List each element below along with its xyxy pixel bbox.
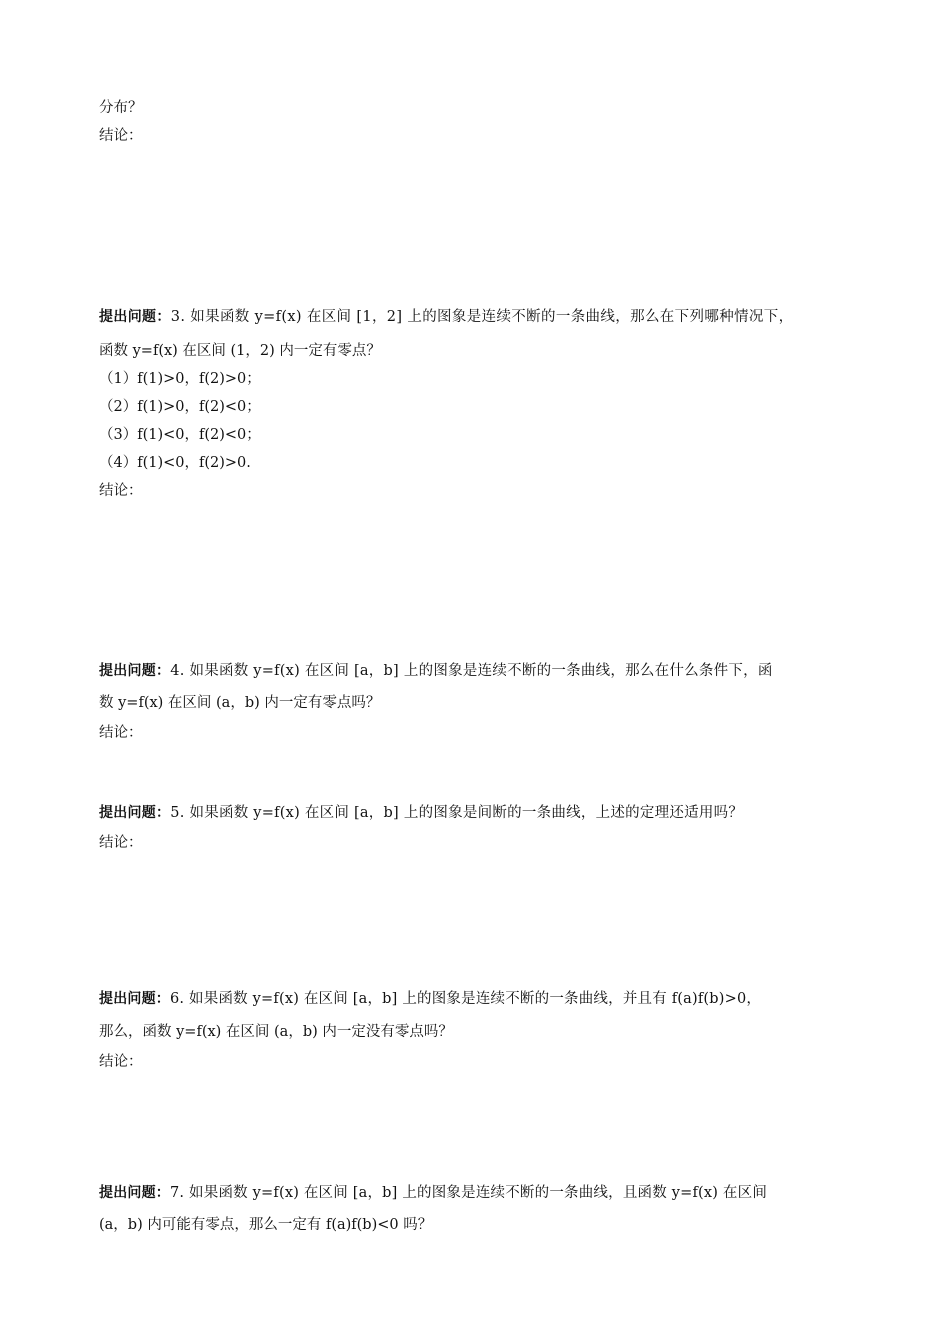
question-text: 5. 如果函数 y=f(x) 在区间 [a，b] 上的图象是间断的一条曲线，上述的定理还适用吗？ (170, 805, 744, 821)
conclusion-label: 结论： (99, 835, 143, 851)
question-prefix: 提出问题： (99, 805, 171, 821)
question-prefix: 提出问题： (99, 309, 171, 325)
question-4-line-2: 数 y=f(x) 在区间 (a，b) 内一定有零点吗？ (99, 695, 381, 711)
question-4-line-1 (99, 661, 773, 681)
option-3: （3）f(1)<0，f(2)<0； (99, 427, 261, 443)
question-5-line-1 (99, 803, 743, 823)
question-text: 6. 如果函数 y=f(x) 在区间 [a，b] 上的图象是连续不断的一条曲线，并且有 f(a)f(b)>0， (170, 991, 762, 1007)
question-6-line-1 (99, 989, 761, 1009)
question-3-line-1 (99, 307, 793, 327)
question-3-line-2: 函数 y=f(x) 在区间 (1，2) 内一定有零点？ (99, 343, 381, 359)
fragment-text: 分布？ (99, 100, 143, 116)
question-7-line-2: (a，b) 内可能有零点，那么一定有 f(a)f(b)<0 吗？ (99, 1217, 433, 1233)
question-prefix: 提出问题： (99, 991, 170, 1007)
question-7-line-1 (99, 1183, 767, 1203)
option-1: （1）f(1)>0，f(2)>0； (99, 371, 261, 387)
option-4: （4）f(1)<0，f(2)>0. (99, 455, 251, 471)
conclusion-label: 结论： (99, 483, 143, 499)
question-6-line-2: 那么，函数 y=f(x) 在区间 (a，b) 内一定没有零点吗？ (99, 1024, 453, 1040)
option-2: （2）f(1)>0，f(2)<0； (99, 399, 261, 415)
question-text: 3. 如果函数 y=f(x) 在区间 [1，2] 上的图象是连续不断的一条曲线，那么在下列哪种情况下， (170, 309, 794, 325)
conclusion-label: 结论： (99, 128, 143, 144)
conclusion-label: 结论： (99, 1054, 143, 1070)
question-text: 4. 如果函数 y=f(x) 在区间 [a，b] 上的图象是连续不断的一条曲线，那么在什么条件下，函 (170, 663, 773, 679)
conclusion-label: 结论： (99, 725, 143, 741)
question-text: 7. 如果函数 y=f(x) 在区间 [a，b] 上的图象是连续不断的一条曲线，且函数 y=f(x) 在区间 (170, 1185, 768, 1201)
question-prefix: 提出问题： (99, 1185, 170, 1201)
question-prefix: 提出问题： (99, 663, 171, 679)
